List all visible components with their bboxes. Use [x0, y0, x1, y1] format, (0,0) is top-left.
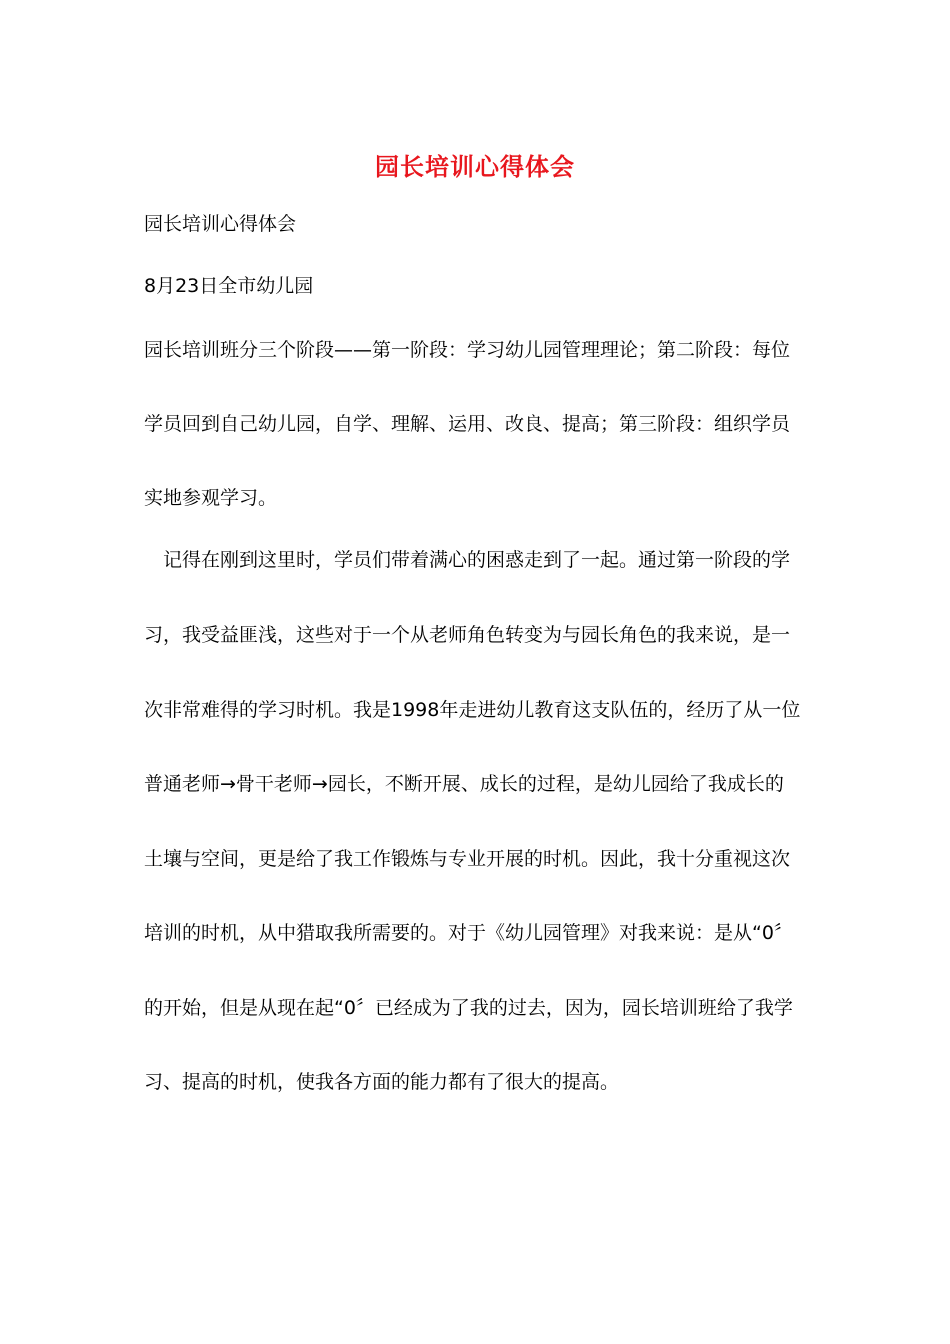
- paragraph2-line-7: 的开始，但是从现在起“0〞已经成为了我的过去，因为，园长培训班给了我学: [144, 997, 793, 1019]
- paragraph2-line-5: 土壤与空间，更是给了我工作锻炼与专业开展的时机。因此，我十分重视这次: [144, 848, 791, 870]
- paragraph2-line-4: 普通老师→骨干老师→园长，不断开展、成长的过程，是幼儿园给了我成长的: [144, 773, 784, 795]
- paragraph2-line-2: 习，我受益匪浅，这些对于一个从老师角色转变为与园长角色的我来说，是一: [144, 624, 791, 646]
- document-title: 园长培训心得体会: [375, 153, 575, 181]
- paragraph1-line-2: 学员回到自己幼儿园，自学、理解、运用、改良、提高；第三阶段：组织学员: [144, 413, 791, 435]
- paragraph2-line-3: 次非常难得的学习时机。我是1998年走进幼儿教育这支队伍的，经历了从一位: [144, 699, 801, 721]
- date-line: 8月23日全市幼儿园: [144, 275, 314, 297]
- paragraph1-line-1: 园长培训班分三个阶段——第一阶段：学习幼儿园管理理论；第二阶段：每位: [144, 339, 791, 361]
- document-subtitle: 园长培训心得体会: [144, 213, 297, 235]
- paragraph2-line-1: 记得在刚到这里时，学员们带着满心的困惑走到了一起。通过第一阶段的学: [163, 549, 791, 571]
- paragraph2-line-6: 培训的时机，从中猎取我所需要的。对于《幼儿园管理》对我来说：是从“0〞: [144, 922, 793, 944]
- paragraph1-line-3: 实地参观学习。: [144, 487, 278, 509]
- paragraph2-line-8: 习、提高的时机，使我各方面的能力都有了很大的提高。: [144, 1071, 620, 1093]
